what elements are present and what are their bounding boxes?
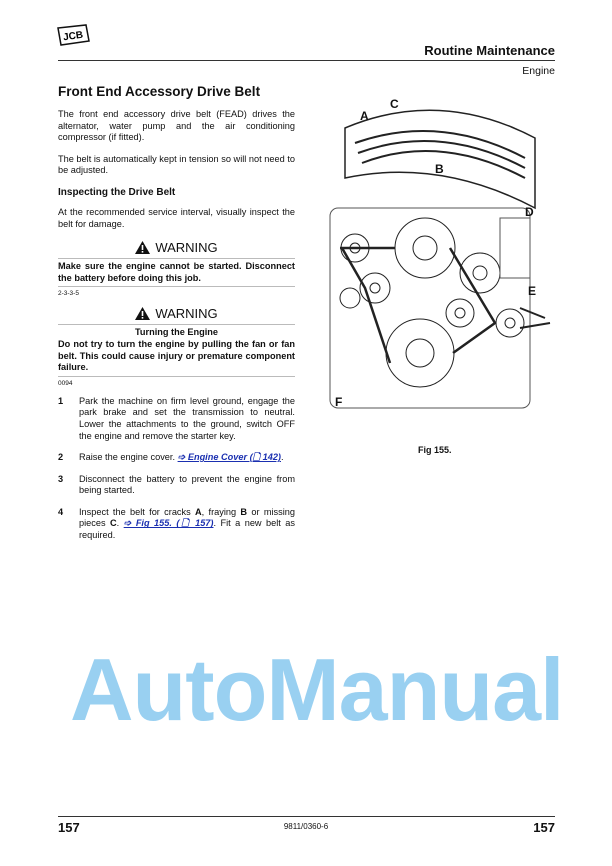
figure-label-a: A [360, 109, 369, 123]
warning-text: Do not try to turn the engine by pulling the fan or fan belt. This could cause injury or premature component failure. [58, 338, 295, 373]
figure-label-b: B [435, 162, 444, 176]
divider [58, 286, 295, 287]
page-title: Front End Accessory Drive Belt [58, 84, 261, 99]
warning-code: 0094 [58, 379, 73, 387]
figure-label-e: E [528, 284, 537, 298]
page-number-left: 157 [58, 820, 80, 835]
step-text: Raise the engine cover. [79, 452, 178, 463]
figure-label-c: C [390, 98, 399, 111]
header-divider [58, 60, 555, 61]
step-text: Disconnect the battery to prevent the engine from being started. [79, 473, 295, 496]
warning-heading [58, 306, 295, 322]
warning-icon [135, 307, 150, 320]
section-title: Routine Maintenance [424, 43, 555, 58]
warning-code: 2-3-3-5 [58, 290, 79, 298]
warning-label: WARNING [155, 306, 218, 322]
inspect-paragraph: At the recommended service interval, visually inspect the belt for damage. [58, 206, 295, 229]
warning-heading [58, 240, 295, 256]
divider [58, 324, 295, 325]
step-number: 3 [58, 473, 64, 484]
step-text: , fraying [201, 506, 241, 517]
step-text: Inspect the belt for cracks [79, 506, 196, 517]
engine-belt-figure [320, 98, 560, 443]
svg-text:JCB: JCB [62, 29, 84, 44]
page-number-right: 157 [533, 820, 555, 835]
warning-label: WARNING [155, 240, 218, 256]
step-text: . [281, 452, 284, 463]
figure-label-d: D [525, 205, 534, 219]
intro-paragraph: The front end accessory drive belt (FEAD) drives the alternator, water pump and the air conditioning compressor (if fitted). [58, 109, 295, 143]
figure-caption: Fig 155. [418, 445, 452, 455]
step-number: 4 [58, 506, 64, 517]
label-ref: C [110, 518, 117, 529]
step-number: 1 [58, 395, 64, 406]
step-item [58, 507, 295, 542]
step-item [58, 396, 295, 442]
warning-subtitle: Turning the Engine [134, 327, 219, 338]
engine-cover-link[interactable]: ➩ Engine Cover (🗋 142) [177, 452, 281, 463]
subsection-title: Engine [522, 65, 555, 77]
inspect-heading: Inspecting the Drive Belt [58, 186, 176, 198]
footer-divider [58, 816, 555, 817]
document-number: 9811/0360-6 [283, 822, 329, 831]
step-text: . [116, 518, 124, 529]
fig-155-link[interactable]: ➩ Fig 155. (🗋 157) [123, 518, 214, 529]
divider [58, 258, 295, 259]
watermark: AutoManual [70, 640, 564, 739]
intro-paragraph: The belt is automatically kept in tension so will not need to be adjusted. [58, 153, 295, 176]
warning-text: Make sure the engine cannot be started. Disconnect the battery before doing this job. [58, 261, 295, 283]
step-text: or missing pieces [79, 506, 295, 529]
divider [58, 376, 295, 377]
step-text: Park the machine on firm level ground, engage the park brake and set the transmission to neutral. Lower the attachments to the ground, switch OFF the engine and remove the starter key. [79, 395, 295, 441]
label-ref: B [240, 506, 248, 517]
warning-icon [135, 241, 150, 254]
step-item [58, 452, 295, 464]
step-number: 2 [58, 452, 64, 463]
step-text: . Fit a new belt as required. [79, 518, 295, 541]
left-column [58, 84, 295, 552]
step-item [58, 474, 295, 497]
figure-label-f: F [335, 395, 343, 409]
jcb-logo [56, 24, 90, 46]
label-ref: A [195, 506, 202, 517]
